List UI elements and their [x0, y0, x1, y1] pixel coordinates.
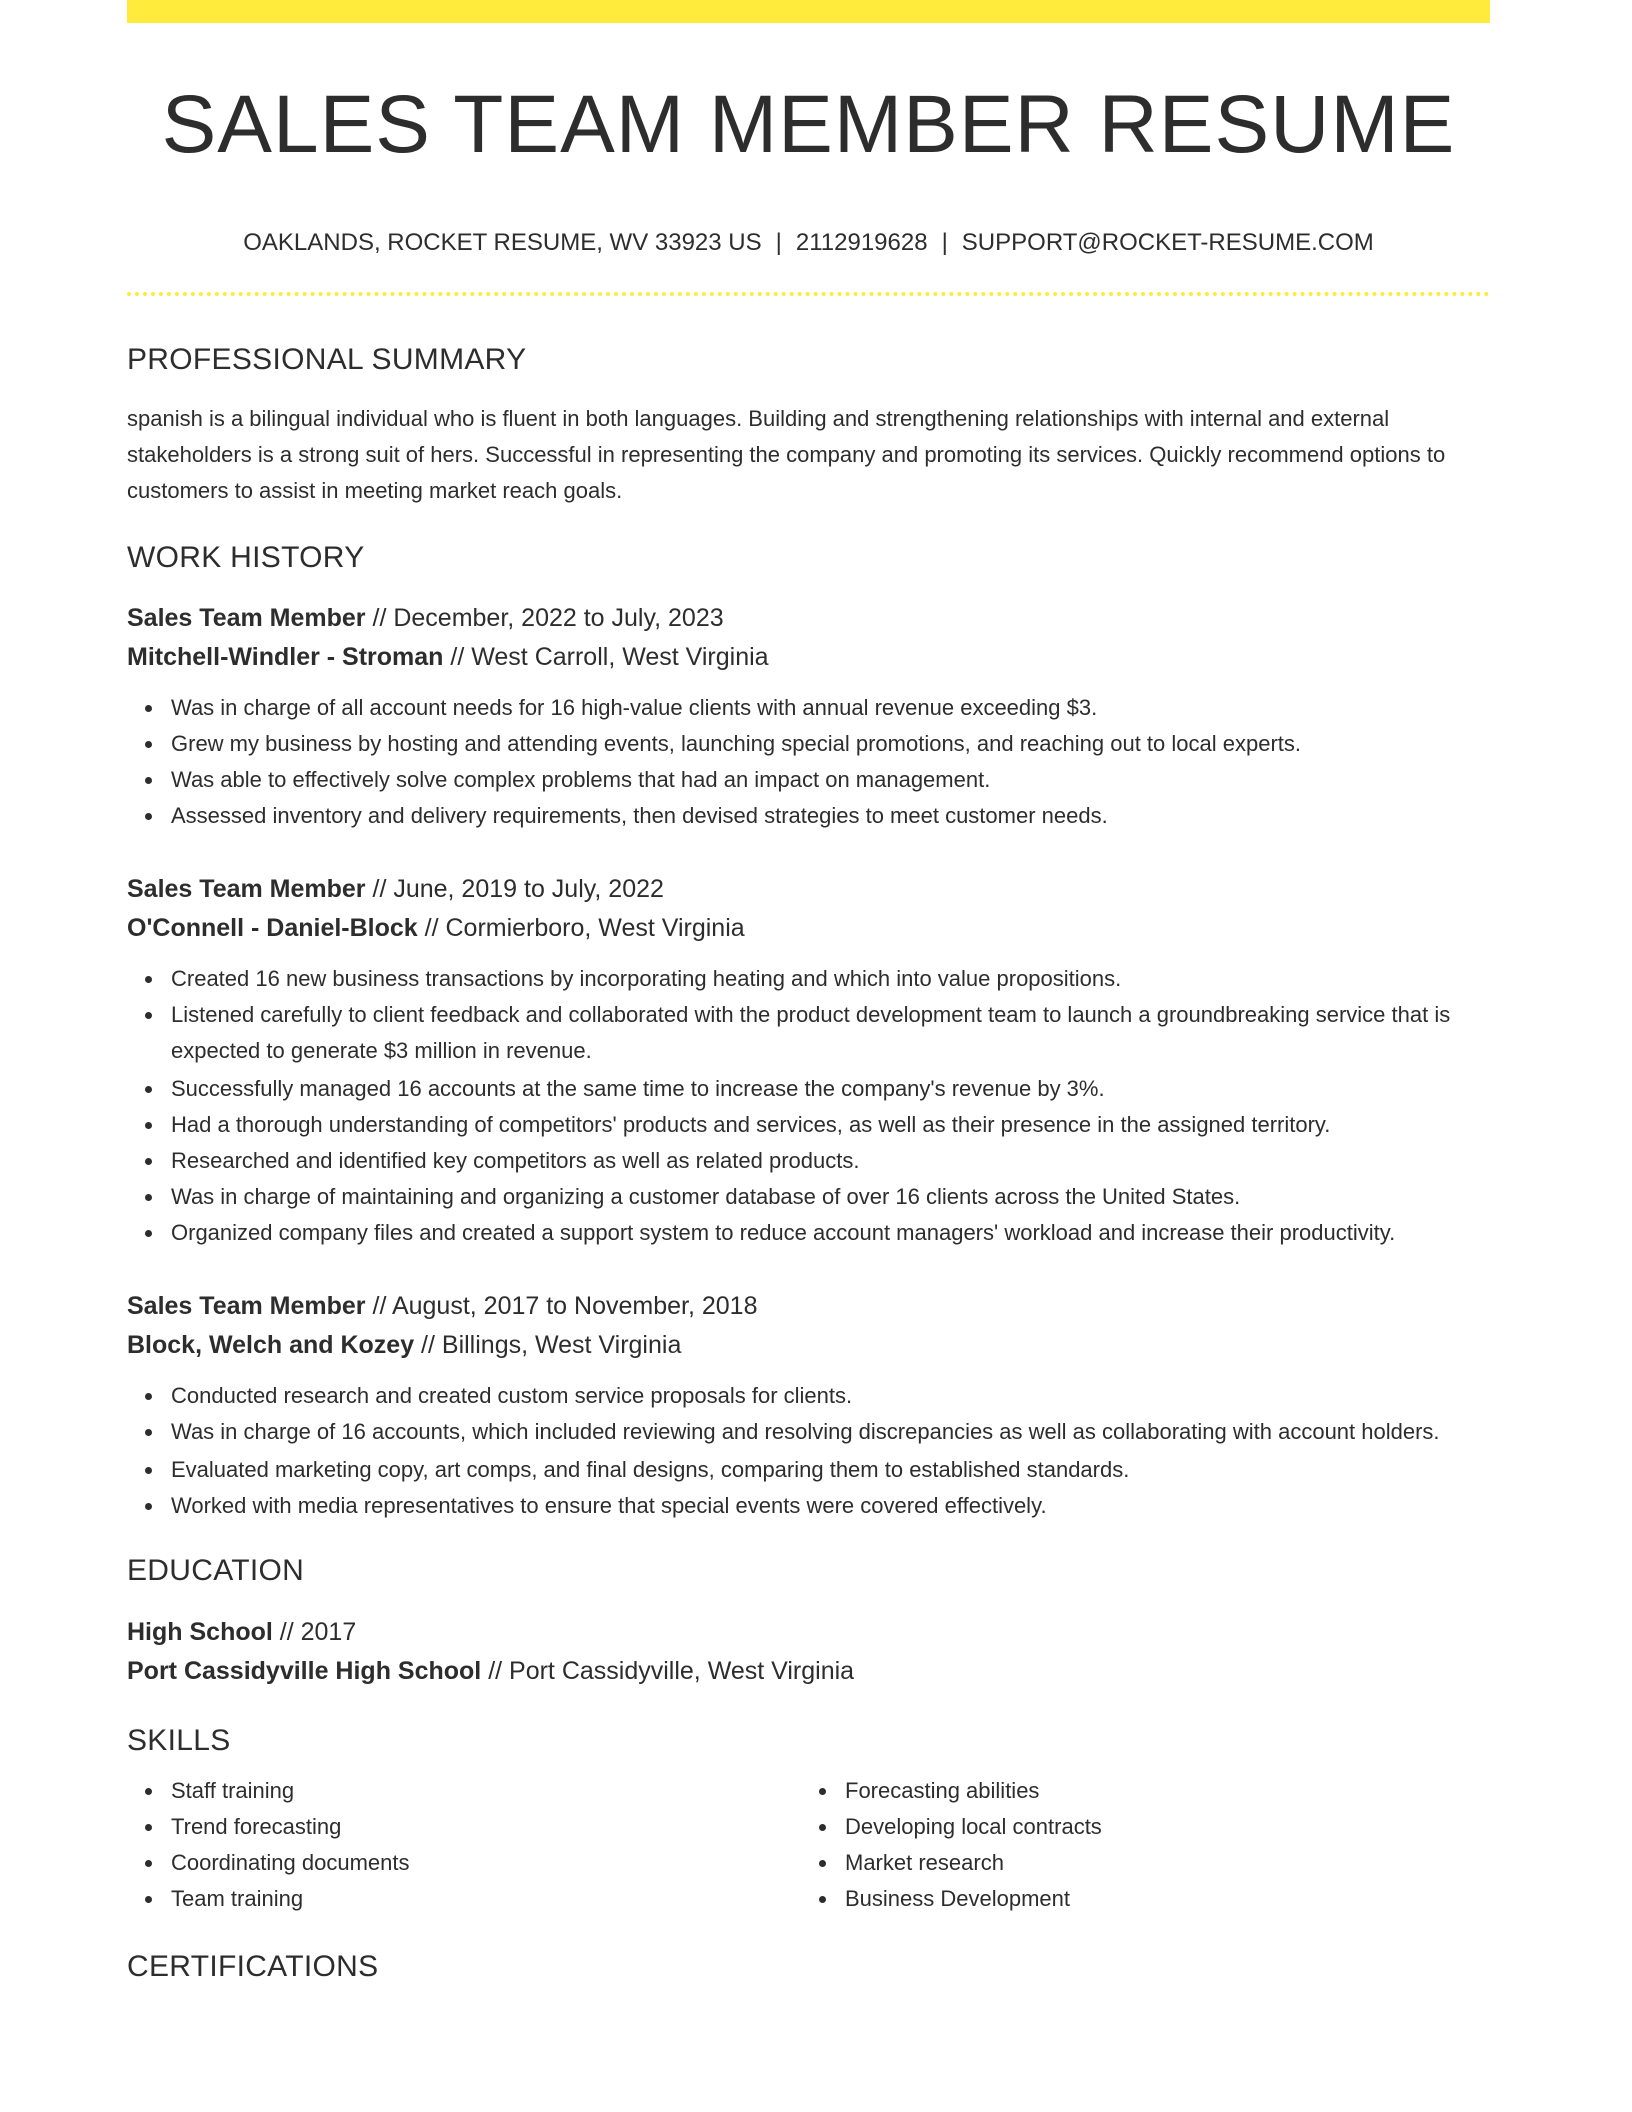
job-company-line — [127, 638, 1490, 677]
skills-columns — [127, 1773, 1490, 1917]
education-year: // 2017 — [272, 1618, 357, 1646]
accent-bar — [127, 0, 1490, 23]
list-item: Business Development — [845, 1881, 1475, 1917]
skills-heading: SKILLS — [127, 1724, 231, 1757]
job-location: // West Carroll, West Virginia — [443, 643, 769, 671]
job-title: Sales Team Member — [127, 875, 366, 903]
summary-text: spanish is a bilingual individual who is fluent in both languages. Building and strengthening relationships with internal and external stakeholders is a strong suit of hers. Successful in representing the company and promoting its services. Quickly recommend options to customers to assist in meeting market reach goals. — [127, 406, 1446, 503]
list-item: Forecasting abilities — [845, 1773, 1475, 1809]
job-entry — [127, 870, 1490, 1251]
list-item: Was in charge of 16 accounts, which included reviewing and resolving discrepancies as well as collaborating with account holders. — [171, 1414, 1490, 1450]
education-entry — [127, 1613, 1490, 1691]
job-dates: // June, 2019 to July, 2022 — [365, 875, 664, 903]
job-title: Sales Team Member — [127, 604, 366, 632]
contact-phone: 2112919628 — [795, 229, 928, 256]
job-title-line — [127, 1287, 1490, 1326]
list-item: Evaluated marketing copy, art comps, and final designs, comparing them to established standards. — [171, 1452, 1490, 1488]
list-item: Staff training — [171, 1773, 801, 1809]
job-company: O'Connell - Daniel-Block — [127, 914, 418, 942]
list-item: Was able to effectively solve complex problems that had an impact on management. — [171, 762, 1490, 798]
job-location: // Cormierboro, West Virginia — [417, 914, 745, 942]
education-location: // Port Cassidyville, West Virginia — [481, 1657, 855, 1685]
list-item: Team training — [171, 1881, 801, 1917]
skills-list-right — [801, 1773, 1475, 1917]
list-item: Worked with media representatives to ensure that special events were covered effectively. — [171, 1488, 1490, 1524]
contact-separator: | — [941, 229, 948, 256]
contact-address: OAKLANDS, ROCKET RESUME, WV 33923 US — [243, 229, 762, 256]
list-item: Created 16 new business transactions by incorporating heating and which into value propositions. — [171, 961, 1490, 997]
list-item: Had a thorough understanding of competitors' products and services, as well as their presence in the assigned territory. — [171, 1107, 1490, 1143]
job-title-line — [127, 599, 1490, 638]
job-location: // Billings, West Virginia — [414, 1331, 682, 1359]
list-item: Was in charge of all account needs for 16 high-value clients with annual revenue exceeding $3. — [171, 690, 1490, 726]
job-company-line — [127, 909, 1490, 948]
job-bullets — [127, 1378, 1490, 1524]
education-school: Port Cassidyville High School — [127, 1657, 482, 1685]
list-item: Organized company files and created a support system to reduce account managers' workload and increase their productivity. — [171, 1215, 1490, 1251]
list-item: Grew my business by hosting and attending events, launching special promotions, and reaching out to local experts. — [171, 726, 1490, 762]
education-degree: High School — [127, 1618, 273, 1646]
divider — [127, 292, 1490, 296]
resume-title: SALES TEAM MEMBER RESUME — [161, 79, 1456, 170]
list-item: Developing local contracts — [845, 1809, 1475, 1845]
list-item: Listened carefully to client feedback and collaborated with the product development team to launch a groundbreaking service that is expected to generate $3 million in revenue. — [171, 997, 1490, 1069]
education-school-line — [127, 1652, 1490, 1691]
job-company: Mitchell-Windler - Stroman — [127, 643, 444, 671]
skills-list-left — [127, 1773, 801, 1917]
job-company: Block, Welch and Kozey — [127, 1331, 415, 1359]
list-item: Conducted research and created custom service proposals for clients. — [171, 1378, 1490, 1414]
list-item: Market research — [845, 1845, 1475, 1881]
work-history-heading: WORK HISTORY — [127, 541, 365, 574]
job-title-line — [127, 870, 1490, 909]
job-bullets — [127, 961, 1490, 1251]
job-dates: // August, 2017 to November, 2018 — [365, 1292, 758, 1320]
job-dates: // December, 2022 to July, 2023 — [365, 604, 724, 632]
contact-email: SUPPORT@ROCKET-RESUME.COM — [961, 229, 1374, 256]
list-item: Successfully managed 16 accounts at the same time to increase the company's revenue by 3%. — [171, 1071, 1490, 1107]
list-item: Coordinating documents — [171, 1845, 801, 1881]
certifications-heading: CERTIFICATIONS — [127, 1950, 379, 1983]
list-item: Assessed inventory and delivery requirements, then devised strategies to meet customer needs. — [171, 798, 1490, 834]
job-entry — [127, 599, 1490, 834]
job-company-line — [127, 1326, 1490, 1365]
job-bullets — [127, 690, 1490, 834]
contact-separator: | — [775, 229, 782, 256]
contact-line — [127, 231, 1490, 255]
education-degree-line — [127, 1613, 1490, 1652]
list-item: Was in charge of maintaining and organizing a customer database of over 16 clients across the United States. — [171, 1179, 1490, 1215]
summary-heading: PROFESSIONAL SUMMARY — [127, 343, 527, 376]
resume-page — [127, 0, 1490, 1982]
list-item: Trend forecasting — [171, 1809, 801, 1845]
job-title: Sales Team Member — [127, 1292, 366, 1320]
education-heading: EDUCATION — [127, 1554, 305, 1587]
job-entry — [127, 1287, 1490, 1524]
list-item: Researched and identified key competitors as well as related products. — [171, 1143, 1490, 1179]
